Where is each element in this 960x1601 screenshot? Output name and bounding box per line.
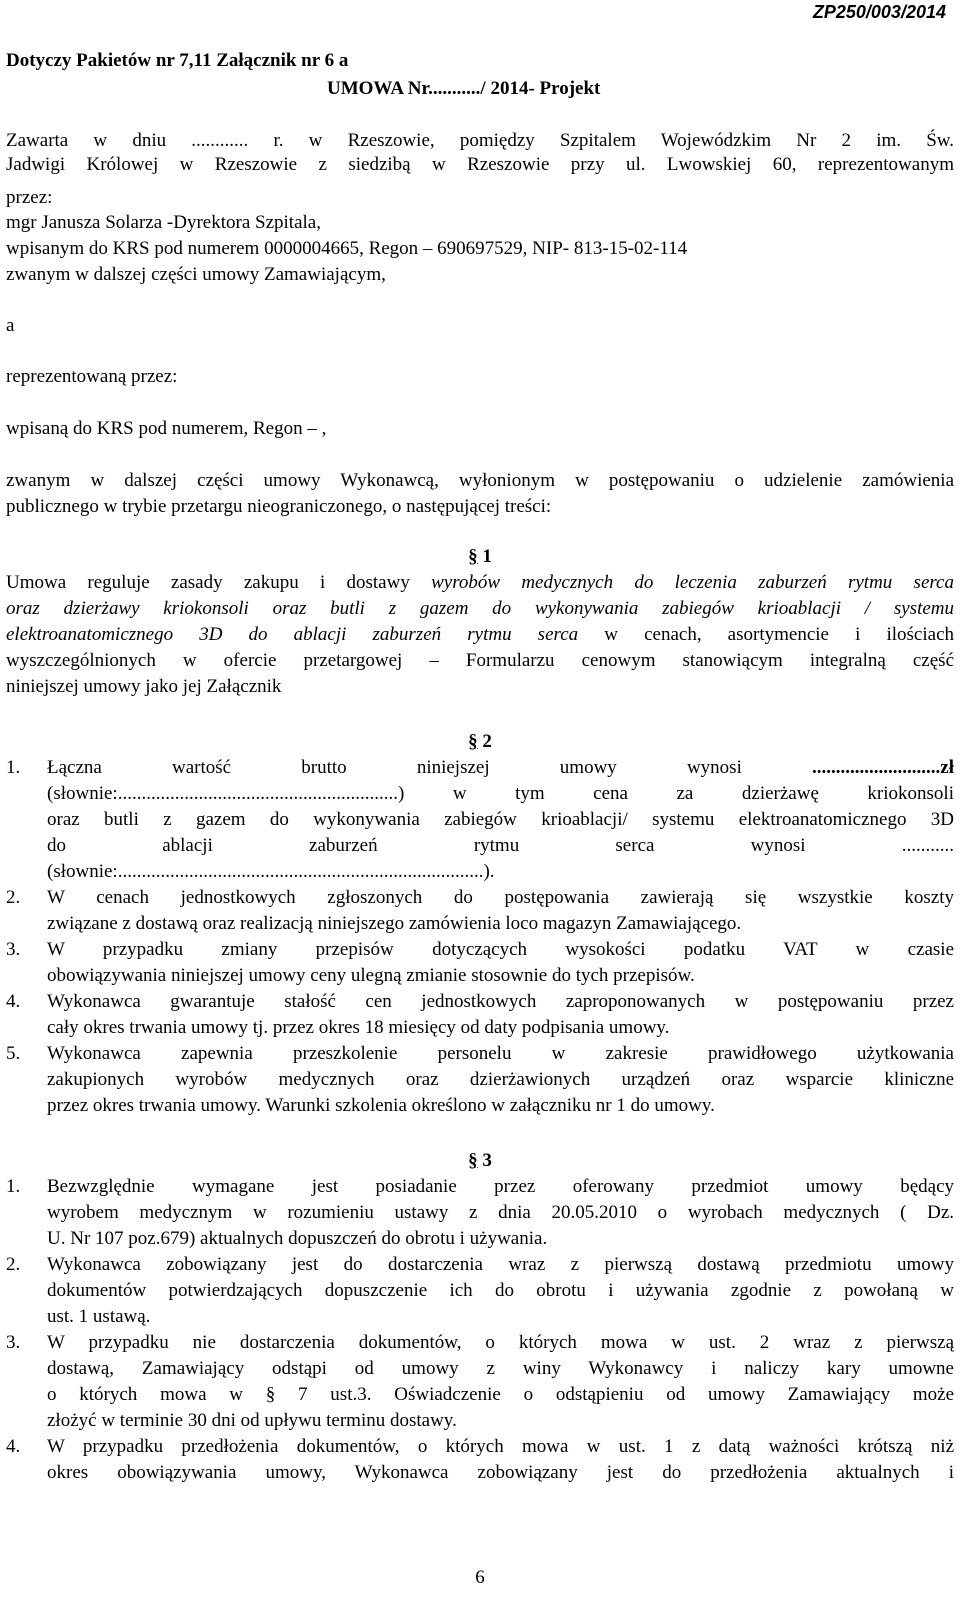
document-title-line1: Dotyczy Pakietów nr 7,11 Załącznik nr 6 a	[6, 50, 349, 71]
sec2-item-number: 1.	[6, 757, 21, 778]
sec2-item-line: (słownie:.............................................................................).	[47, 861, 495, 882]
intro-line: a	[6, 315, 15, 336]
sec2-item-number: 2.	[6, 887, 21, 908]
sec2-item-number: 4.	[6, 991, 21, 1012]
sec2-item-line: związane z dostawą oraz realizacją niniejszego zamówienia loco magazyn Zamawiającego.	[47, 913, 742, 934]
document-code: ZP250/003/2014	[812, 2, 946, 22]
sec2-item-line: oraz butli z gazem do wykonywania zabiegów krioablacji/ systemu elektroanatomicznego 3D	[47, 809, 954, 830]
intro-line: reprezentowaną przez:	[6, 366, 178, 387]
intro-line: wpisaną do KRS pod numerem, Regon – ,	[6, 418, 327, 439]
intro-line: zwanym w dalszej części umowy Wykonawcą, wyłonionym w postępowaniu o udzielenie zamówienia	[6, 470, 954, 491]
sec2-item-line: przez okres trwania umowy. Warunki szkolenia określono w załączniku nr 1 do umowy.	[47, 1095, 715, 1116]
intro-line: Zawarta w dniu ............ r. w Rzeszowie, pomiędzy Szpitalem Wojewódzkim Nr 2 im. Św.	[6, 130, 954, 151]
sec3-item-line: dokumentów potwierdzających dopuszczenie ich do obrotu i używania zgodnie z powołaną w	[47, 1280, 954, 1301]
section-symbol: §	[468, 546, 478, 567]
sec2-item-line: do ablacji zaburzeń rytmu serca wynosi ...........	[47, 835, 954, 856]
intro-line: mgr Janusza Solarza -Dyrektora Szpitala,	[6, 212, 321, 233]
document-title-line2: UMOWA Nr.........../ 2014- Projekt	[327, 78, 601, 99]
sec2-item-number: 5.	[6, 1043, 21, 1064]
sec2-item-line: W cenach jednostkowych zgłoszonych do postępowania zawierają się wszystkie koszty	[47, 887, 954, 908]
sec3-item-number: 1.	[6, 1176, 21, 1197]
sec3-item-line: wyrobem medycznym w rozumieniu ustawy z dnia 20.05.2010 o wyrobach medycznych ( Dz.	[47, 1202, 954, 1223]
sec3-item-line: okres obowiązywania umowy, Wykonawca zobowiązany jest do przedłożenia aktualnych i	[47, 1462, 954, 1483]
sec3-item-number: 2.	[6, 1254, 21, 1275]
sec3-item-number: 3.	[6, 1332, 21, 1353]
intro-line: wpisanym do KRS pod numerem 0000004665, Regon – 690697529, NIP- 813-15-02-114	[6, 238, 688, 259]
sec3-item-line: dostawą, Zamawiający odstąpi od umowy z winy Wykonawcy i naliczy kary umowne	[47, 1358, 954, 1379]
sec3-item-line: ust. 1 ustawą.	[47, 1306, 151, 1327]
sec3-item-line: Bezwzględnie wymagane jest posiadanie przez oferowany przedmiot umowy będący	[47, 1176, 954, 1197]
sec1-line: wyszczególnionych w ofercie przetargowej – Formularzu cenowym stanowiącym integralną część	[6, 650, 954, 671]
intro-line: przez:	[6, 187, 53, 208]
sec2-item-line: Wykonawca gwarantuje stałość cen jednostkowych zaproponowanych w postępowaniu przez	[47, 991, 954, 1012]
page-number: 6	[475, 1567, 485, 1588]
sec2-item-number: 3.	[6, 939, 21, 960]
intro-line: publicznego w trybie przetargu nieograniczonego, o następującej treści:	[6, 496, 552, 517]
sec2-item-line: cały okres trwania umowy tj. przez okres 18 miesięcy od daty podpisania umowy.	[47, 1017, 670, 1038]
sec2-item-line: Łączna wartość brutto niniejszej umowy wynosi ...........................zł	[47, 757, 954, 778]
sec3-item-line: złożyć w terminie 30 dni od upływu terminu dostawy.	[47, 1410, 457, 1431]
sec2-item-line: (słownie:...........................................................) w tym cena za dzierżawę kriokonsoli	[47, 783, 954, 804]
sec1-line: niniejszej umowy jako jej Załącznik	[6, 676, 282, 697]
sec1-line: oraz dzierżawy kriokonsoli oraz butli z gazem do wykonywania zabiegów krioablacji / systemu	[6, 598, 954, 619]
sec3-item-number: 4.	[6, 1436, 21, 1457]
sec2-item-line: obowiązywania niniejszej umowy ceny ulegną zmianie stosownie do tych przepisów.	[47, 965, 695, 986]
section-number: 1	[482, 546, 492, 567]
sec1-line: elektroanatomicznego 3D do ablacji zaburzeń rytmu serca w cenach, asortymencie i ilościach	[6, 624, 954, 645]
intro-line: Jadwigi Królowej w Rzeszowie z siedzibą w Rzeszowie przy ul. Lwowskiej 60, reprezentowanym	[6, 154, 954, 175]
sec2-item-line: W przypadku zmiany przepisów dotyczących wysokości podatku VAT w czasie	[47, 939, 954, 960]
section-symbol: §	[468, 731, 478, 752]
sec3-item-line: W przypadku przedłożenia dokumentów, o których mowa w ust. 1 z datą ważności krótszą niż	[47, 1436, 954, 1457]
section-number: 2	[482, 731, 492, 752]
sec2-item-line: Wykonawca zapewnia przeszkolenie personelu w zakresie prawidłowego użytkowania	[47, 1043, 954, 1064]
sec1-line: Umowa reguluje zasady zakupu i dostawy wyrobów medycznych do leczenia zaburzeń rytmu serca	[6, 572, 954, 593]
sec3-item-line: W przypadku nie dostarczenia dokumentów, o których mowa w ust. 2 wraz z pierwszą	[47, 1332, 954, 1353]
intro-line: zwanym w dalszej części umowy Zamawiającym,	[6, 264, 386, 285]
section-symbol: §	[468, 1150, 478, 1171]
sec3-item-line: Wykonawca zobowiązany jest do dostarczenia wraz z pierwszą dostawą przedmiotu umowy	[47, 1254, 954, 1275]
section-heading-2	[0, 731, 960, 753]
sec3-item-line: U. Nr 107 poz.679) aktualnych dopuszczeń do obrotu i używania.	[47, 1228, 548, 1249]
sec3-item-line: o których mowa w § 7 ust.3. Oświadczenie o odstąpieniu od umowy Zamawiający może	[47, 1384, 954, 1405]
section-heading-3	[0, 1150, 960, 1172]
section-heading-1	[0, 546, 960, 568]
section-number: 3	[482, 1150, 492, 1171]
sec2-item-line: zakupionych wyrobów medycznych oraz dzierżawionych urządzeń oraz wsparcie kliniczne	[47, 1069, 954, 1090]
